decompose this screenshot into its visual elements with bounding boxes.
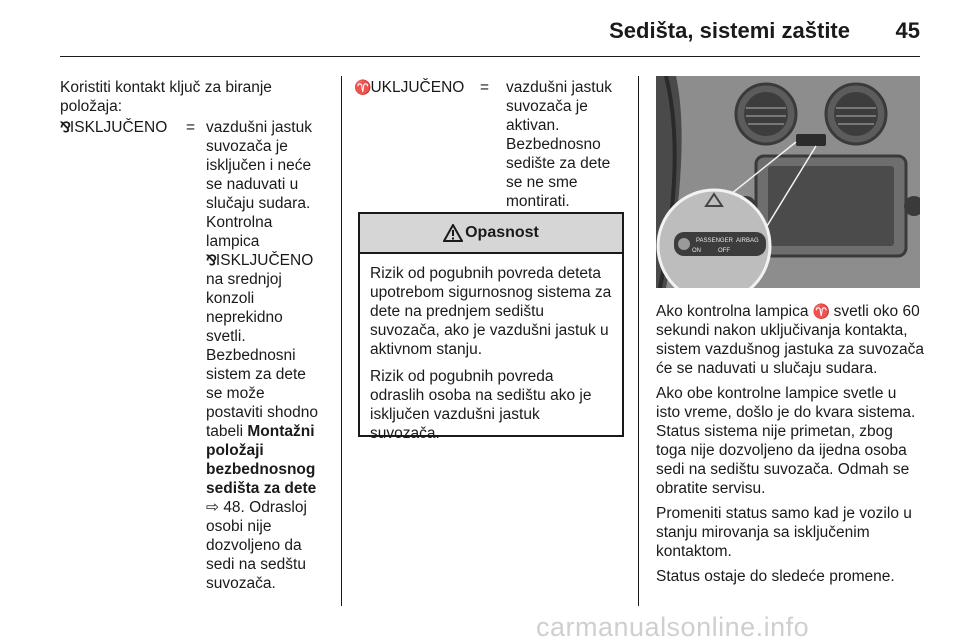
intro-text: Koristiti kontakt ključ za biranje položaja: [60, 79, 272, 115]
off-description: vazdušni jastuk suvozača je isključen i neće se naduvati u slučaju sudara. Kontrolna lampica ⅋ISKLJUČENO na srednjoj konzoli neprekidno svetli. Bezbednosni sistem za dete se može postaviti shodno tabeli Montažni položaji bezbednosnog sedišta za dete ⇨ 48. Odrasloj osobi nije dozvoljeno da sedi na sedštu suvozača. [206, 119, 319, 592]
column-divider-right [638, 76, 639, 606]
svg-text:PASSENGER: PASSENGER [696, 238, 733, 244]
airbag-off-icon: ⅋ [60, 119, 70, 135]
svg-text:AIRBAG: AIRBAG [736, 238, 759, 244]
airbag-on-icon: ♈ [354, 79, 371, 95]
page-title: Sedišta, sistemi zaštite [609, 18, 850, 43]
cross-reference-link[interactable]: Montažni [247, 423, 315, 440]
status-paragraph: Promeniti status samo kad je vozilo u stanju mirovanja sa isključenim kontaktom. [656, 505, 912, 560]
warning-title: Opasnost [465, 224, 539, 241]
equals-sign: = [186, 119, 196, 136]
warning-paragraph: Rizik od pogubnih povreda odraslih osoba na sedištu ako je isključen vazdušni jastuk suvozača. [370, 368, 592, 442]
airbag-off-icon: ⅋ [206, 252, 216, 268]
dashboard-photo [656, 76, 920, 288]
page-ref-arrow-icon: ⇨ [206, 499, 219, 516]
right-column-text [656, 302, 924, 592]
page-number: 45 [895, 18, 920, 43]
status-paragraph: Ako obe kontrolne lampice svetle u isto vreme, došlo je do kvara sistema. Status sistema nije primetan, zbog toga nije dozvoljeno da ijedna osoba sedi na sedištu suvozača. Odmah se obratite servisu. [656, 385, 916, 497]
watermark: carmanualsonline.info [536, 612, 810, 642]
on-term: ♈UKLJUČENO [354, 79, 465, 96]
status-paragraph: Status ostaje do sledeće promene. [656, 568, 895, 585]
warning-header [360, 214, 622, 254]
header-divider [60, 56, 920, 57]
warning-box [358, 212, 624, 442]
off-term: ⅋ISKLJUČENO [60, 119, 168, 136]
airbag-on-icon: ♈ [812, 303, 830, 319]
on-description: vazdušni jastuk suvozača je aktivan. Bezbednosno sedište za dete se ne sme montirati. [506, 79, 612, 210]
warning-triangle-icon [443, 224, 463, 242]
svg-text:OFF: OFF [718, 248, 730, 254]
status-paragraph: Ako kontrolna lampica ♈ svetli oko 60 sekundi nakon uključivanja kontakta, sistem vazdušnog jastuka za suvozača će se naduvati u slučaju sudara. [656, 303, 924, 377]
svg-text:ON: ON [692, 248, 701, 254]
equals-sign: = [480, 79, 490, 96]
warning-body [360, 254, 622, 443]
warning-paragraph: Rizik od pogubnih povreda deteta upotrebom sigurnosnog sistema za dete na prednjem sedištu suvozača, ako je vazdušni jastuk u aktivnom stanju. [370, 265, 612, 358]
